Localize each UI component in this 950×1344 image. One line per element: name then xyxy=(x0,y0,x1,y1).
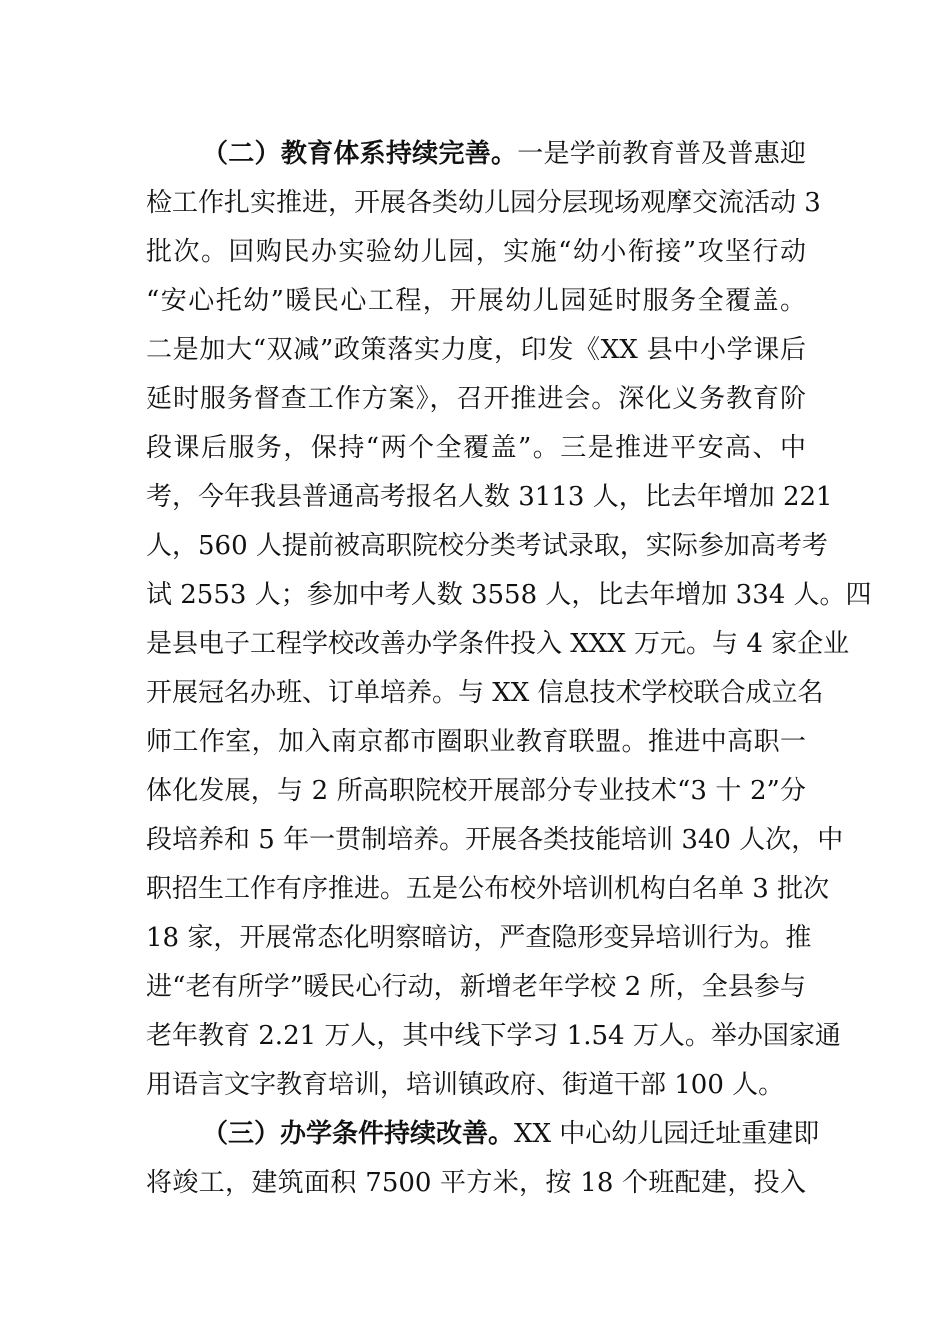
paragraph-2-text: 一是学前教育普及普惠迎 xyxy=(517,139,806,169)
paragraph-line: 延时服务督查工作方案》，召开推进会。深化义务教育阶 xyxy=(146,384,806,414)
paragraph-line: 检工作扎实推进，开展各类幼儿园分层现场观摩交流活动 3 xyxy=(146,188,821,218)
paragraph-3-text: XX 中心幼儿园迁址重建即 xyxy=(514,1119,820,1149)
paragraph-line: 体化发展，与 2 所高职院校开展部分专业技术“3 十 2”分 xyxy=(146,776,806,806)
section-heading-3: （三）办学条件持续改善。 xyxy=(202,1119,515,1149)
paragraph-line: 开展冠名办班、订单培养。与 XX 信息技术学校联合成立名 xyxy=(146,678,824,708)
paragraph-line: 师工作室，加入南京都市圈职业教育联盟。推进中高职一 xyxy=(146,727,806,757)
paragraph-3-line-1 xyxy=(146,1110,820,1159)
paragraph-line: 将竣工，建筑面积 7500 平方米，按 18 个班配建，投入 xyxy=(146,1168,806,1198)
paragraph-line: 考，今年我县普通高考报名人数 3113 人，比去年增加 221 xyxy=(146,482,833,512)
paragraph-line: 批次。回购民办实验幼儿园，实施“幼小衔接”攻坚行动 xyxy=(146,237,806,267)
paragraph-line: 用语言文字教育培训，培训镇政府、街道干部 100 人。 xyxy=(146,1070,785,1100)
paragraph-line: “安心托幼”暖民心工程，开展幼儿园延时服务全覆盖。 xyxy=(146,286,806,316)
paragraph-2-line-1 xyxy=(146,130,806,179)
paragraph-line: 段课后服务，保持“两个全覆盖”。三是推进平安高、中 xyxy=(146,433,806,463)
paragraph-line: 进“老有所学”暖民心行动，新增老年学校 2 所，全县参与 xyxy=(146,972,806,1002)
paragraph-line: 段培养和 5 年一贯制培养。开展各类技能培训 340 人次，中 xyxy=(146,825,844,855)
paragraph-line: 18 家，开展常态化明察暗访，严查隐形变异培训行为。推 xyxy=(146,923,812,953)
section-heading-2: （二）教育体系持续完善。 xyxy=(202,139,518,169)
paragraph-line: 职招生工作有序推进。五是公布校外培训机构白名单 3 批次 xyxy=(146,874,830,904)
paragraph-line: 是县电子工程学校改善办学条件投入 XXX 万元。与 4 家企业 xyxy=(146,629,850,659)
paragraph-line: 老年教育 2.21 万人，其中线下学习 1.54 万人。举办国家通 xyxy=(146,1021,841,1051)
paragraph-line: 人，560 人提前被高职院校分类考试录取，实际参加高考考 xyxy=(146,531,828,561)
paragraph-line: 试 2553 人；参加中考人数 3558 人，比去年增加 334 人。四 xyxy=(146,580,872,610)
paragraph-line: 二是加大“双减”政策落实力度，印发《XX 县中小学课后 xyxy=(146,335,806,365)
